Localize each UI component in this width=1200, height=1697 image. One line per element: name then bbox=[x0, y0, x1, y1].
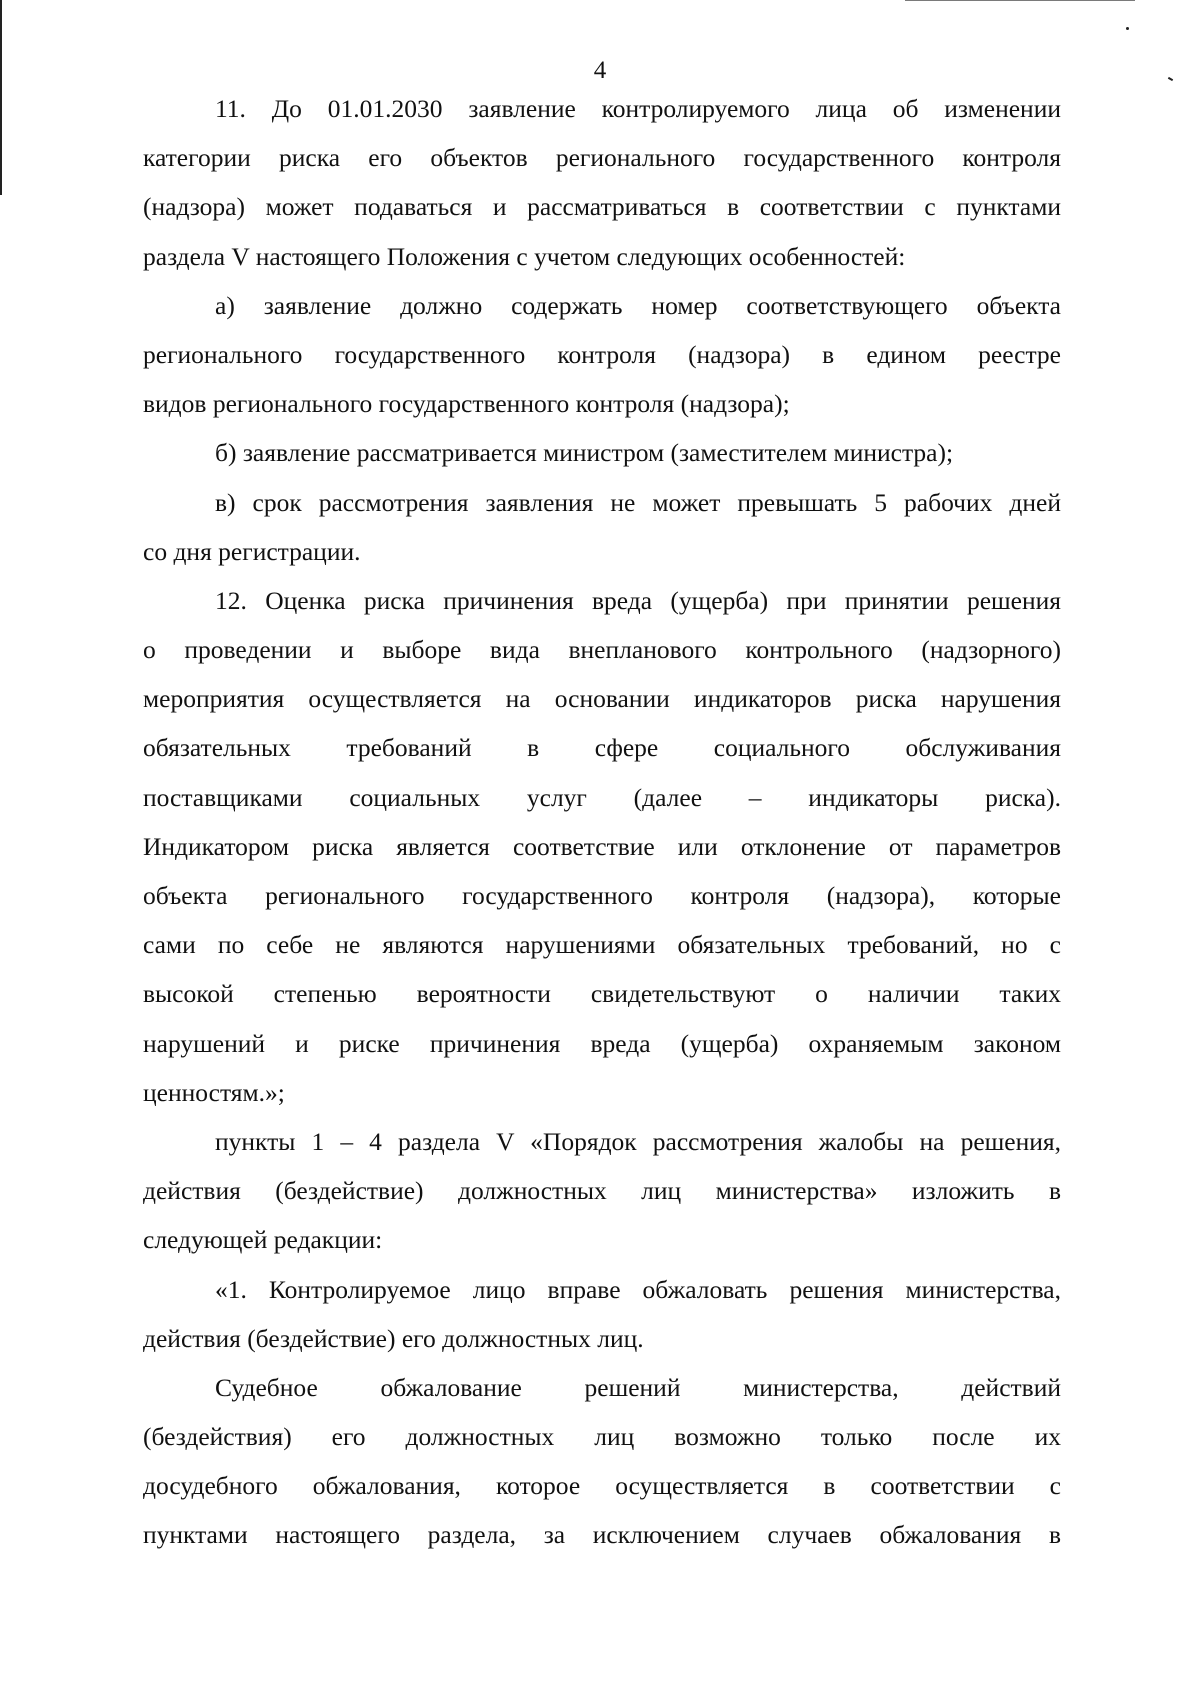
text-line: объекта регионального государственного контроля (надзора), которые bbox=[143, 881, 1061, 910]
text-line: высокой степенью вероятности свидетельствуют о наличии таких bbox=[143, 979, 1061, 1009]
text-line: (бездействия) его должностных лиц возможно только после их bbox=[143, 1422, 1061, 1452]
text-line: 12. Оценка риска причинения вреда (ущерба) при принятии решения bbox=[215, 585, 1061, 615]
scan-edge-mark bbox=[0, 0, 2, 195]
page-number: 4 bbox=[593, 57, 607, 84]
text-line: пункты 1 – 4 раздела V «Порядок рассмотрения жалобы на решения, bbox=[215, 1126, 1061, 1156]
text-line: регионального государственного контроля (надзора) в едином реестре bbox=[143, 339, 1061, 369]
text-line: действия (бездействие) его должностных лиц. bbox=[143, 1323, 644, 1353]
text-line: поставщиками социальных услуг (далее – индикаторы риска). bbox=[143, 782, 1061, 812]
text-line: сами по себе не являются нарушениями обязательных требований, но с bbox=[143, 930, 1061, 960]
text-line: со дня регистрации. bbox=[143, 536, 361, 566]
text-line: категории риска его объектов регионального государственного контроля bbox=[143, 143, 1061, 173]
text-line: видов регионального государственного контроля (надзора); bbox=[143, 389, 790, 419]
text-line: о проведении и выборе вида внепланового контрольного (надзорного) bbox=[143, 635, 1061, 665]
text-line: 11. До 01.01.2030 заявление контролируемого лица об изменении bbox=[215, 94, 1061, 123]
text-line: пунктами настоящего раздела, за исключением случаев обжалования в bbox=[143, 1520, 1061, 1550]
text-line: б) заявление рассматривается министром (заместителем министра); bbox=[215, 438, 954, 468]
text-line: а) заявление должно содержать номер соответствующего объекта bbox=[215, 290, 1061, 320]
text-line: в) срок рассмотрения заявления не может превышать 5 рабочих дней bbox=[215, 487, 1061, 517]
text-line: раздела V настоящего Положения с учетом следующих особенностей: bbox=[143, 241, 906, 271]
text-line: «1. Контролируемое лицо вправе обжаловать решения министерства, bbox=[215, 1274, 1061, 1304]
text-line: действия (бездействие) должностных лиц министерства» изложить в bbox=[143, 1176, 1061, 1206]
scan-speck bbox=[1126, 27, 1129, 30]
text-line: Судебное обжалование решений министерства, действий bbox=[215, 1372, 1061, 1402]
text-line: ценностям.»; bbox=[143, 1077, 285, 1107]
text-line: обязательных требований в сфере социального обслуживания bbox=[143, 733, 1061, 763]
document-body bbox=[143, 84, 1061, 1560]
text-line: нарушений и риске причинения вреда (ущерба) охраняемым законом bbox=[143, 1028, 1061, 1058]
text-line: досудебного обжалования, которое осуществляется в соответствии с bbox=[143, 1471, 1061, 1501]
text-line: (надзора) может подаваться и рассматриваться в соответствии с пунктами bbox=[143, 192, 1061, 222]
text-line: следующей редакции: bbox=[143, 1225, 383, 1255]
text-line: мероприятия осуществляется на основании индикаторов риска нарушения bbox=[143, 684, 1061, 714]
scan-edge-mark bbox=[905, 0, 1135, 1]
text-line: Индикатором риска является соответствие или отклонение от параметров bbox=[143, 831, 1061, 861]
